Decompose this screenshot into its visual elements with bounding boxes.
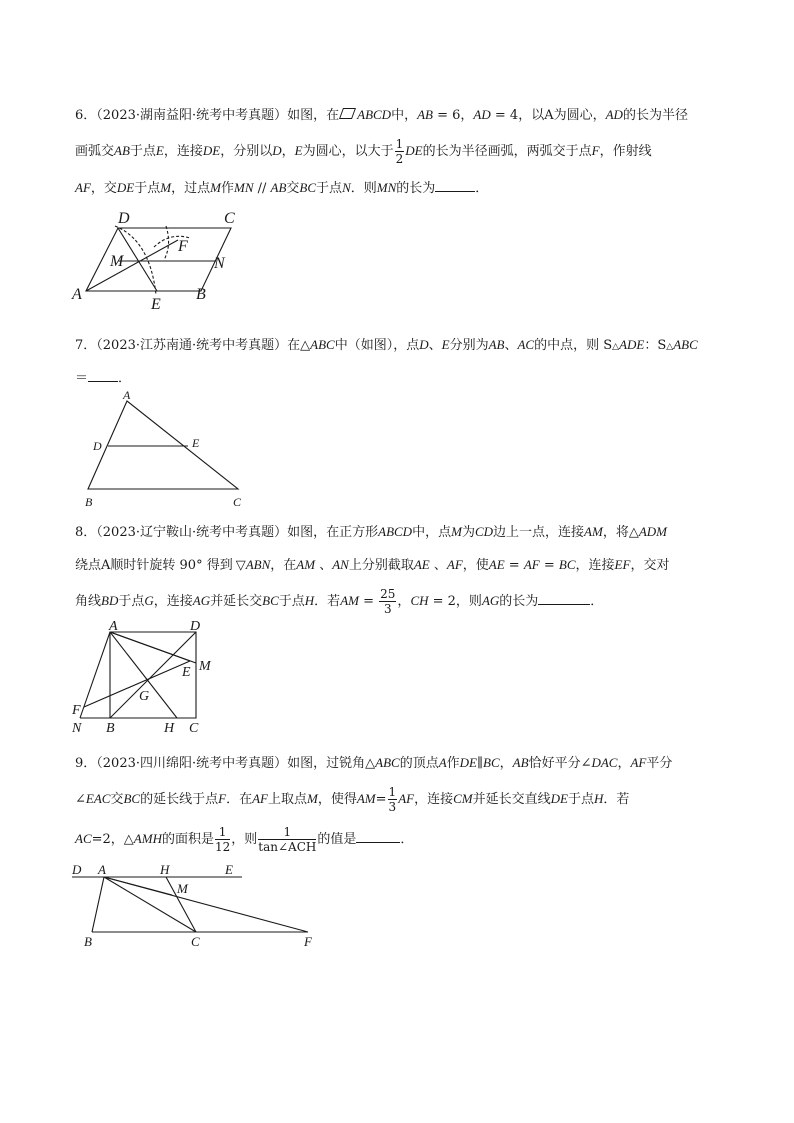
- label-h: H: [160, 862, 170, 877]
- fraction-one-third: $\frac{1}{3}$: [388, 785, 397, 814]
- label-e: E: [182, 665, 191, 680]
- label-d: D: [72, 862, 82, 877]
- segment-de: [118, 228, 157, 291]
- label-a: A: [98, 862, 106, 877]
- label-a: A: [109, 619, 118, 634]
- segment-ah: [110, 632, 177, 718]
- answer-blank[interactable]: [435, 179, 475, 192]
- answer-blank[interactable]: [88, 369, 118, 382]
- label-f: F: [304, 934, 312, 949]
- segment-ef: [84, 661, 190, 707]
- label-e: E: [225, 862, 233, 877]
- label-n: N: [214, 255, 225, 272]
- parallelogram-abcd: [86, 228, 231, 291]
- segment-am: [104, 877, 172, 895]
- label-m: M: [199, 659, 211, 674]
- q9-line-2: ∠EAC交BC的延长线于点F．在AF上取点M，使得AM= $\frac{1}{3}$ AF，连接CM并延长交直线DE于点H．若: [75, 785, 630, 814]
- label-c: C: [224, 210, 235, 227]
- label-c: C: [189, 721, 199, 736]
- label-e: E: [192, 436, 200, 450]
- arc-f-2: [164, 226, 169, 260]
- q7-line-2: ＝ ．: [75, 371, 132, 386]
- label-m: M: [110, 253, 124, 270]
- fraction-one-twelfth: $\frac{1}{12}$: [214, 825, 231, 854]
- label-n: N: [72, 721, 82, 736]
- label-a: A: [72, 286, 82, 303]
- label-c: C: [191, 934, 200, 949]
- q9-line-1: 9．（2023·四川绵阳·统考中考真题）如图，过锐角△ABC的顶点A作DE∥BC，AB恰好平分∠DAC，AF平分: [75, 755, 673, 771]
- answer-blank[interactable]: [356, 830, 400, 843]
- label-b: B: [85, 495, 93, 509]
- parallelogram-symbol: [339, 108, 356, 119]
- fraction-one-over-tan: $\frac{1}{\text{tan∠ACH}}$: [258, 825, 317, 854]
- q8-line-1: 8．（2023·辽宁鞍山·统考中考真题）如图，在正方形ABCD中，点M为CD边上一点，连接AM，将△ADM: [75, 524, 667, 540]
- q9-figure: [70, 860, 330, 950]
- q9-line-3: AC=2，△AMH的面积是 $\frac{1}{12}$ ，则 $\frac{1}{\text{tan∠ACH}}$ 的值是 ．: [75, 825, 414, 854]
- q6-figure-parallelogram: [68, 205, 248, 315]
- q6-line-3: AF，交DE于点M，过点M作MN // AB交BC于点N．则MN的长为 ．: [75, 180, 489, 196]
- answer-blank[interactable]: [538, 592, 590, 605]
- label-h: H: [164, 721, 175, 736]
- label-f: F: [72, 703, 81, 718]
- label-e: E: [151, 296, 161, 313]
- label-a: A: [123, 388, 131, 402]
- label-g: G: [139, 689, 150, 704]
- fraction-one-half: $\frac{1}{2}$: [395, 137, 404, 166]
- label-d: D: [118, 210, 130, 227]
- q8-line-2: 绕点A顺时针旋转 90° 得到 ▽ABN，在AM 、AN上分别截取AE 、AF，使AE = AF = BC，连接EF，交对: [75, 557, 670, 573]
- segment-ae: [110, 632, 190, 661]
- label-d: D: [93, 439, 102, 453]
- label-f: F: [178, 238, 188, 255]
- label-m: M: [177, 881, 188, 896]
- q6-line-2: 画弧交AB于点E，连接DE，分别以D，E为圆心，以大于 $\frac{1}{2}$ DE的长为半径画弧，两弧交于点F，作射线: [75, 137, 652, 166]
- ray-af: [86, 240, 178, 291]
- segment-an: [80, 632, 110, 718]
- fraction-25-3: $\frac{25}{3}$: [380, 587, 396, 616]
- label-b: B: [196, 286, 206, 303]
- q7-figure-triangle: [80, 388, 250, 512]
- label-d: D: [190, 619, 201, 634]
- q6-line-1: 6．（2023·湖南益阳·统考中考真题）如图，在 ABCD中，AB = 6，AD = 4，以A为圆心，AD的长为半径: [75, 107, 688, 123]
- q8-figure-square: [70, 614, 220, 738]
- label-c: C: [233, 495, 242, 509]
- q7-line-1: 7．（2023·江苏南通·统考中考真题）在△ABC中（如图），点D、E分别为AB、AC的中点，则 S△ADE：S△ABC: [75, 337, 698, 353]
- q8-line-3: 角线BD于点G，连接AG并延长交BC于点H．若AM = $\frac{25}{3}$ ，CH = 2，则AG的长为 ．: [75, 587, 604, 616]
- segment-ab: [92, 877, 104, 932]
- label-b: B: [106, 721, 115, 736]
- triangle-abc: [88, 401, 238, 489]
- label-b: B: [84, 934, 92, 949]
